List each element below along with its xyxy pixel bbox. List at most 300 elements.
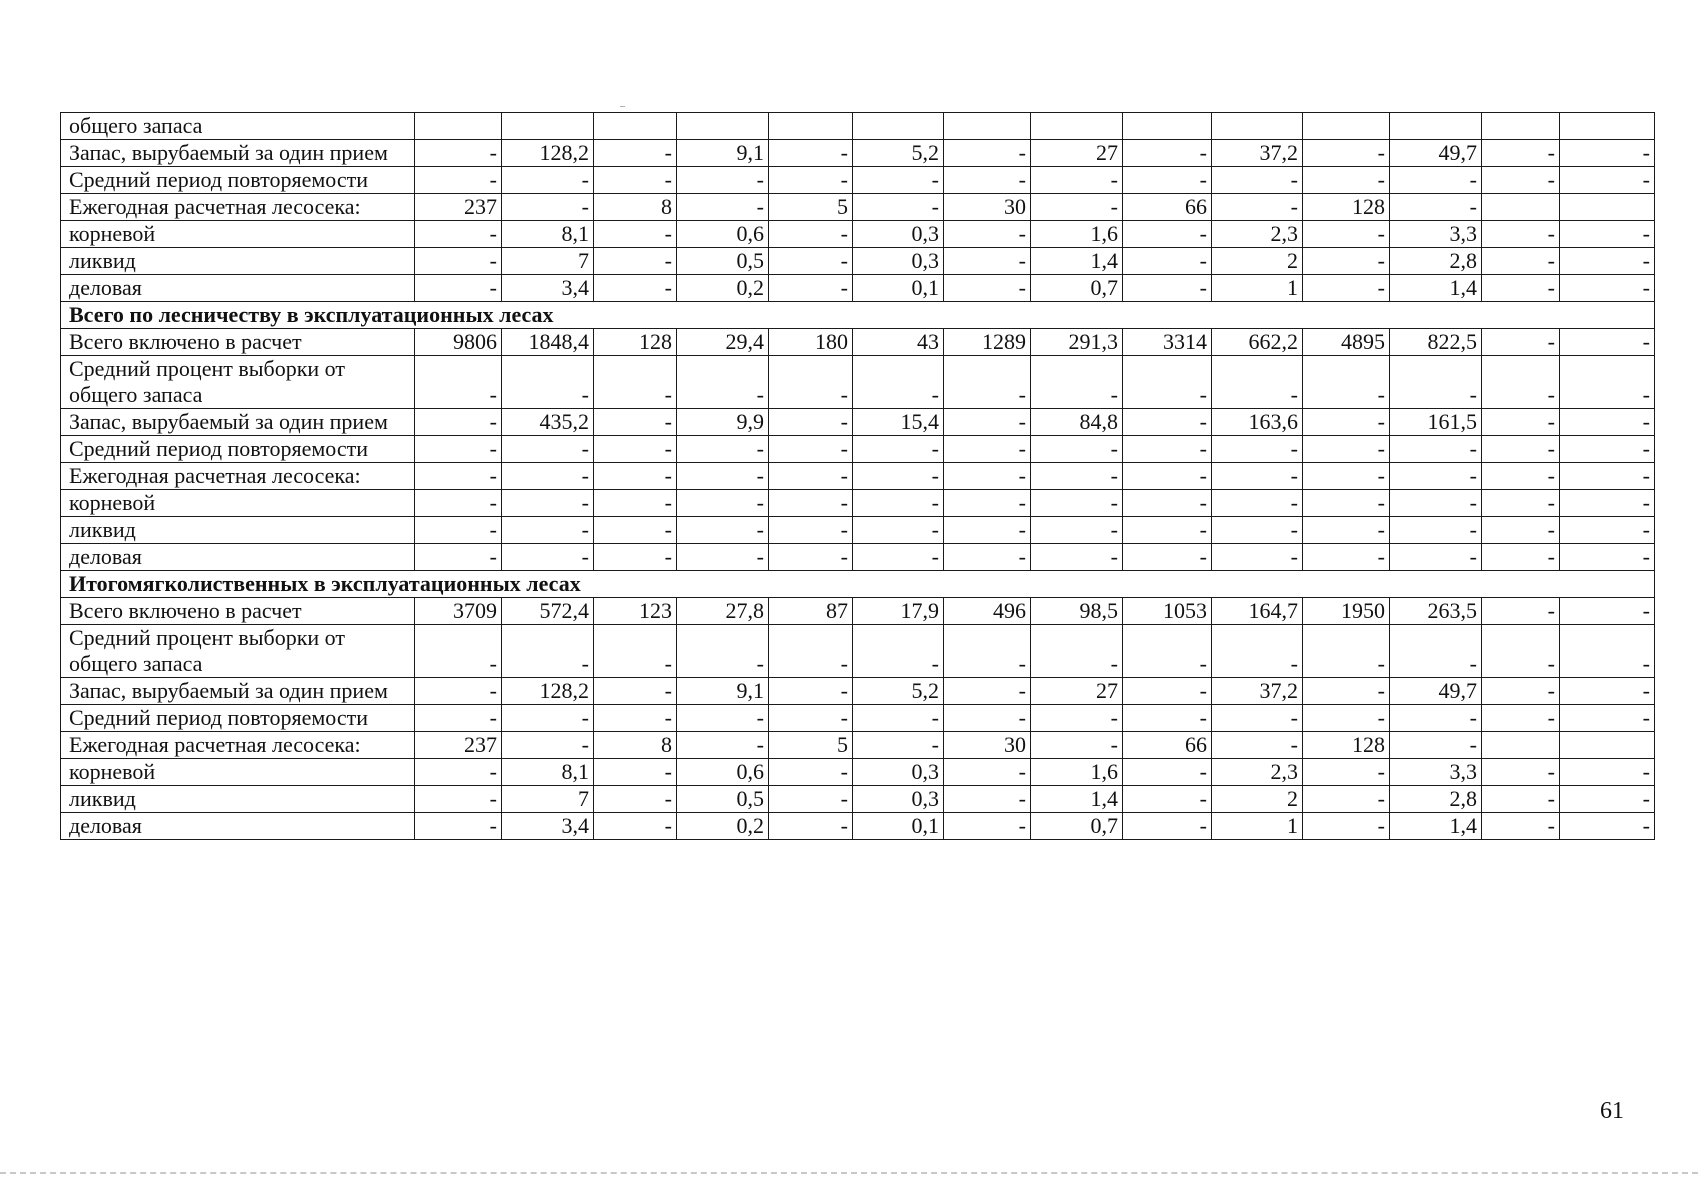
table-cell: [1123, 113, 1212, 140]
table-cell: -: [594, 436, 677, 463]
table-cell: -: [1482, 490, 1560, 517]
table-cell: 87: [769, 598, 853, 625]
table-cell: -: [1560, 275, 1655, 302]
table-cell: 2,8: [1390, 248, 1482, 275]
section-header-row: [61, 302, 1655, 329]
table-cell: -: [1031, 625, 1123, 678]
table-cell: -: [677, 194, 769, 221]
table-cell: -: [1303, 221, 1390, 248]
table-cell: -: [502, 490, 594, 517]
table-cell: -: [415, 786, 502, 813]
table-cell: -: [1031, 705, 1123, 732]
table-cell: 496: [944, 598, 1031, 625]
row-label: общего запаса: [61, 113, 415, 140]
table-cell: 3,4: [502, 275, 594, 302]
row-label: Всего включено в расчет: [61, 598, 415, 625]
table-cell: 5,2: [853, 678, 944, 705]
table-row: [61, 759, 1655, 786]
table-cell: -: [944, 705, 1031, 732]
row-label: Запас, вырубаемый за один прием: [61, 140, 415, 167]
table-cell: -: [415, 490, 502, 517]
table-cell: 1053: [1123, 598, 1212, 625]
table-cell: -: [677, 436, 769, 463]
table-cell: -: [853, 463, 944, 490]
row-label: Запас, вырубаемый за один прием: [61, 409, 415, 436]
table-cell: -: [853, 517, 944, 544]
table-cell: [1212, 113, 1303, 140]
table-cell: -: [944, 248, 1031, 275]
table-cell: 0,3: [853, 248, 944, 275]
table-cell: 2,3: [1212, 221, 1303, 248]
table-cell: 9,1: [677, 678, 769, 705]
table-cell: -: [1123, 813, 1212, 840]
table-cell: 163,6: [1212, 409, 1303, 436]
table-cell: -: [677, 490, 769, 517]
table-cell: 8: [594, 732, 677, 759]
table-cell: 3,3: [1390, 759, 1482, 786]
table-cell: -: [1482, 221, 1560, 248]
table-cell: -: [1482, 705, 1560, 732]
row-label: деловая: [61, 275, 415, 302]
table-cell: -: [677, 167, 769, 194]
table-cell: -: [415, 167, 502, 194]
table-row: [61, 167, 1655, 194]
table-cell: -: [1303, 356, 1390, 409]
table-cell: 161,5: [1390, 409, 1482, 436]
table-row: [61, 490, 1655, 517]
table-cell: -: [1303, 678, 1390, 705]
table-cell: -: [1560, 759, 1655, 786]
table-cell: -: [1212, 732, 1303, 759]
table-row: [61, 705, 1655, 732]
table-cell: -: [1123, 463, 1212, 490]
table-cell: -: [1560, 705, 1655, 732]
table-cell: -: [769, 140, 853, 167]
table-cell: 3709: [415, 598, 502, 625]
table-cell: -: [944, 490, 1031, 517]
row-label: корневой: [61, 759, 415, 786]
table-cell: -: [415, 759, 502, 786]
table-cell: -: [1212, 705, 1303, 732]
table-cell: -: [594, 490, 677, 517]
table-cell: -: [1560, 436, 1655, 463]
table-cell: -: [1031, 194, 1123, 221]
table-cell: 9,9: [677, 409, 769, 436]
table-cell: 435,2: [502, 409, 594, 436]
row-label: ликвид: [61, 248, 415, 275]
table-cell: -: [853, 705, 944, 732]
table-cell: -: [415, 678, 502, 705]
table-cell: 0,2: [677, 275, 769, 302]
table-row: [61, 194, 1655, 221]
table-cell: -: [769, 167, 853, 194]
row-label: Ежегодная расчетная лесосека:: [61, 463, 415, 490]
row-label: деловая: [61, 813, 415, 840]
table-cell: [944, 113, 1031, 140]
table-cell: -: [594, 140, 677, 167]
table-cell: -: [1123, 517, 1212, 544]
table-cell: -: [415, 705, 502, 732]
forest-calculation-table: [60, 112, 1655, 840]
table-cell: -: [1560, 786, 1655, 813]
table-row: [61, 140, 1655, 167]
table-cell: -: [677, 705, 769, 732]
row-label: Запас, вырубаемый за один прием: [61, 678, 415, 705]
table-cell: -: [1390, 463, 1482, 490]
table-cell: -: [769, 221, 853, 248]
table-cell: -: [677, 517, 769, 544]
table-cell: -: [594, 167, 677, 194]
table-cell: [1482, 113, 1560, 140]
table-cell: -: [1482, 678, 1560, 705]
table-cell: -: [1560, 329, 1655, 356]
table-cell: -: [1303, 167, 1390, 194]
table-row: [61, 221, 1655, 248]
table-cell: 30: [944, 732, 1031, 759]
table-cell: -: [1123, 678, 1212, 705]
table-cell: 1: [1212, 275, 1303, 302]
row-label: Ежегодная расчетная лесосека:: [61, 194, 415, 221]
table-cell: -: [853, 436, 944, 463]
table-cell: 2: [1212, 248, 1303, 275]
table-row: [61, 436, 1655, 463]
table-cell: -: [1482, 625, 1560, 678]
table-cell: 5: [769, 732, 853, 759]
table-cell: [1482, 194, 1560, 221]
table-cell: 1,4: [1390, 275, 1482, 302]
table-cell: -: [944, 678, 1031, 705]
table-cell: -: [1212, 490, 1303, 517]
table-cell: -: [944, 436, 1031, 463]
table-cell: -: [677, 463, 769, 490]
table-cell: 0,6: [677, 759, 769, 786]
table-cell: 123: [594, 598, 677, 625]
table-cell: 662,2: [1212, 329, 1303, 356]
table-cell: 9,1: [677, 140, 769, 167]
table-cell: -: [594, 759, 677, 786]
table-cell: -: [1482, 167, 1560, 194]
row-label: корневой: [61, 221, 415, 248]
table-cell: 84,8: [1031, 409, 1123, 436]
table-cell: -: [769, 490, 853, 517]
row-label: Средний период повторяемости: [61, 167, 415, 194]
table-cell: [1031, 113, 1123, 140]
table-cell: -: [1212, 194, 1303, 221]
table-cell: -: [594, 678, 677, 705]
table-cell: -: [853, 732, 944, 759]
table-cell: -: [1123, 275, 1212, 302]
table-cell: -: [944, 813, 1031, 840]
table-cell: -: [415, 813, 502, 840]
table-cell: -: [1560, 490, 1655, 517]
table-cell: 180: [769, 329, 853, 356]
row-label: Средний процент выборки от общего запаса: [61, 356, 415, 409]
table-cell: 128: [594, 329, 677, 356]
table-cell: -: [944, 625, 1031, 678]
table-cell: -: [1482, 544, 1560, 571]
table-cell: -: [1123, 409, 1212, 436]
table-cell: -: [415, 625, 502, 678]
table-row: [61, 598, 1655, 625]
table-cell: -: [1212, 544, 1303, 571]
table-cell: -: [594, 813, 677, 840]
table-cell: 1,4: [1390, 813, 1482, 840]
row-label: Средний процент выборки от общего запаса: [61, 625, 415, 678]
table-cell: -: [502, 544, 594, 571]
table-cell: [1482, 732, 1560, 759]
table-cell: 3314: [1123, 329, 1212, 356]
table-cell: -: [502, 732, 594, 759]
table-cell: -: [1123, 221, 1212, 248]
table-cell: -: [1303, 409, 1390, 436]
table-cell: 27: [1031, 140, 1123, 167]
table-cell: -: [1482, 248, 1560, 275]
table-cell: -: [415, 436, 502, 463]
table-cell: -: [944, 409, 1031, 436]
table-cell: -: [1482, 329, 1560, 356]
table-cell: -: [944, 221, 1031, 248]
table-cell: 0,2: [677, 813, 769, 840]
table-cell: 0,5: [677, 786, 769, 813]
section-header-row: [61, 571, 1655, 598]
table-cell: -: [502, 167, 594, 194]
table-cell: -: [594, 409, 677, 436]
table-cell: 3,4: [502, 813, 594, 840]
row-label: Ежегодная расчетная лесосека:: [61, 732, 415, 759]
table-cell: -: [944, 463, 1031, 490]
table-cell: 49,7: [1390, 140, 1482, 167]
table-row: [61, 248, 1655, 275]
table-cell: -: [944, 167, 1031, 194]
table-cell: -: [677, 625, 769, 678]
table-cell: -: [1482, 517, 1560, 544]
table-cell: -: [594, 275, 677, 302]
table-cell: 27: [1031, 678, 1123, 705]
table-body: [61, 113, 1655, 840]
table-cell: 128,2: [502, 140, 594, 167]
table-cell: 0,3: [853, 759, 944, 786]
table-cell: -: [1560, 678, 1655, 705]
table-cell: [769, 113, 853, 140]
table-cell: -: [594, 544, 677, 571]
table-cell: -: [1482, 759, 1560, 786]
table-cell: -: [502, 517, 594, 544]
table-cell: -: [1390, 194, 1482, 221]
table-cell: [502, 113, 594, 140]
table-row: [61, 786, 1655, 813]
table-cell: -: [853, 490, 944, 517]
table-cell: -: [853, 625, 944, 678]
row-label: деловая: [61, 544, 415, 571]
table-row: [61, 625, 1655, 678]
table-cell: 1848,4: [502, 329, 594, 356]
table-cell: -: [1031, 167, 1123, 194]
table-cell: -: [415, 544, 502, 571]
table-cell: -: [1123, 436, 1212, 463]
table-cell: -: [853, 167, 944, 194]
table-cell: -: [415, 463, 502, 490]
table-cell: -: [769, 625, 853, 678]
table-cell: 0,3: [853, 221, 944, 248]
table-cell: -: [769, 436, 853, 463]
table-cell: 3,3: [1390, 221, 1482, 248]
table-cell: 291,3: [1031, 329, 1123, 356]
table-cell: -: [502, 436, 594, 463]
table-cell: -: [1560, 248, 1655, 275]
table-cell: -: [1303, 436, 1390, 463]
table-cell: -: [1212, 625, 1303, 678]
table-cell: 2,8: [1390, 786, 1482, 813]
table-row: [61, 329, 1655, 356]
table-cell: -: [1123, 544, 1212, 571]
table-cell: -: [1390, 625, 1482, 678]
table-cell: -: [502, 463, 594, 490]
table-cell: [853, 113, 944, 140]
table-cell: -: [1560, 409, 1655, 436]
table-cell: -: [1123, 248, 1212, 275]
table-cell: -: [1303, 544, 1390, 571]
table-cell: 572,4: [502, 598, 594, 625]
table-cell: -: [1303, 275, 1390, 302]
table-cell: -: [415, 409, 502, 436]
table-cell: -: [1560, 544, 1655, 571]
table-cell: -: [415, 140, 502, 167]
table-cell: -: [1390, 544, 1482, 571]
table-cell: -: [853, 544, 944, 571]
table-cell: -: [677, 544, 769, 571]
table-cell: -: [1560, 140, 1655, 167]
table-cell: -: [415, 248, 502, 275]
table-cell: -: [1560, 813, 1655, 840]
table-cell: -: [1390, 490, 1482, 517]
row-label: Средний период повторяемости: [61, 436, 415, 463]
table-cell: -: [769, 759, 853, 786]
table-cell: 1289: [944, 329, 1031, 356]
table-cell: -: [677, 732, 769, 759]
table-cell: -: [1212, 463, 1303, 490]
table-cell: [594, 113, 677, 140]
table-cell: -: [594, 463, 677, 490]
table-row: [61, 732, 1655, 759]
table-cell: 17,9: [853, 598, 944, 625]
table-cell: -: [769, 409, 853, 436]
table-cell: -: [1303, 759, 1390, 786]
table-cell: 8,1: [502, 221, 594, 248]
table-cell: 237: [415, 194, 502, 221]
table-cell: -: [502, 194, 594, 221]
table-cell: -: [1031, 732, 1123, 759]
table-cell: 15,4: [853, 409, 944, 436]
table-cell: 37,2: [1212, 140, 1303, 167]
table-cell: 30: [944, 194, 1031, 221]
table-row: [61, 275, 1655, 302]
row-label: корневой: [61, 490, 415, 517]
table-cell: 0,1: [853, 813, 944, 840]
table-cell: -: [594, 786, 677, 813]
table-cell: -: [1123, 356, 1212, 409]
table-cell: -: [1031, 463, 1123, 490]
table-cell: -: [594, 221, 677, 248]
table-cell: 0,3: [853, 786, 944, 813]
table-cell: -: [769, 275, 853, 302]
table-cell: -: [1390, 705, 1482, 732]
table-row: [61, 517, 1655, 544]
table-cell: 128: [1303, 732, 1390, 759]
table-cell: -: [1482, 356, 1560, 409]
table-cell: 0,6: [677, 221, 769, 248]
table-cell: -: [853, 356, 944, 409]
table-cell: 43: [853, 329, 944, 356]
table-cell: -: [769, 678, 853, 705]
table-cell: -: [769, 705, 853, 732]
table-cell: -: [1303, 625, 1390, 678]
table-cell: -: [415, 221, 502, 248]
table-cell: 1950: [1303, 598, 1390, 625]
table-cell: -: [944, 544, 1031, 571]
table-cell: 128,2: [502, 678, 594, 705]
table-cell: -: [1560, 221, 1655, 248]
table-cell: -: [1482, 598, 1560, 625]
table-cell: -: [1303, 786, 1390, 813]
table-cell: -: [594, 356, 677, 409]
table-cell: 1,4: [1031, 248, 1123, 275]
table-cell: 0,1: [853, 275, 944, 302]
table-cell: -: [1123, 140, 1212, 167]
scan-edge-artifact: [0, 1172, 1698, 1174]
table-cell: -: [944, 759, 1031, 786]
row-label: ликвид: [61, 517, 415, 544]
table-cell: -: [769, 544, 853, 571]
table-cell: -: [1560, 463, 1655, 490]
table-cell: -: [502, 356, 594, 409]
table-cell: -: [1303, 705, 1390, 732]
table-cell: -: [944, 786, 1031, 813]
table-cell: -: [1031, 490, 1123, 517]
table-cell: -: [594, 517, 677, 544]
table-cell: -: [502, 625, 594, 678]
table-cell: [1390, 113, 1482, 140]
table-cell: 66: [1123, 732, 1212, 759]
table-cell: [1560, 194, 1655, 221]
row-label: Всего включено в расчет: [61, 329, 415, 356]
table-cell: 49,7: [1390, 678, 1482, 705]
table-cell: -: [1123, 490, 1212, 517]
table-cell: 1,4: [1031, 786, 1123, 813]
table-cell: -: [1390, 517, 1482, 544]
table-cell: -: [502, 705, 594, 732]
table-cell: -: [1390, 732, 1482, 759]
table-cell: [677, 113, 769, 140]
table-cell: 8: [594, 194, 677, 221]
table-cell: 822,5: [1390, 329, 1482, 356]
table-cell: -: [944, 275, 1031, 302]
table-cell: -: [1303, 490, 1390, 517]
table-cell: -: [1212, 517, 1303, 544]
table-cell: -: [1482, 409, 1560, 436]
table-cell: -: [1482, 140, 1560, 167]
table-cell: -: [769, 248, 853, 275]
table-cell: -: [1482, 436, 1560, 463]
table-cell: 27,8: [677, 598, 769, 625]
table-cell: -: [853, 194, 944, 221]
table-cell: -: [1303, 517, 1390, 544]
table-cell: -: [1560, 167, 1655, 194]
table-cell: -: [594, 625, 677, 678]
table-cell: -: [415, 275, 502, 302]
table-cell: -: [1212, 436, 1303, 463]
row-label: Средний период повторяемости: [61, 705, 415, 732]
table-cell: [1560, 113, 1655, 140]
